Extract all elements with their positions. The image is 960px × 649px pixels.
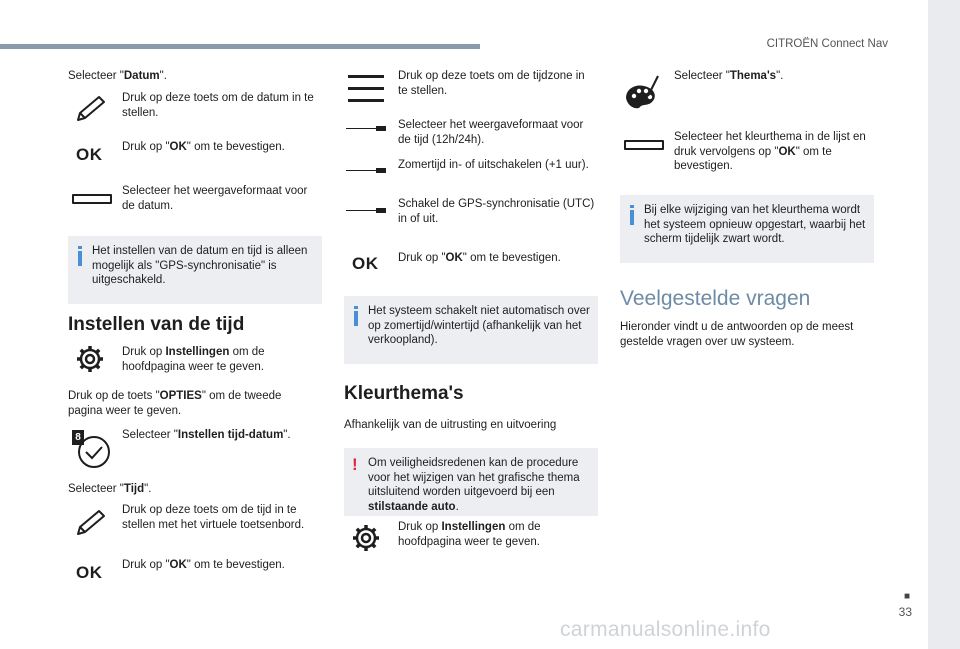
- select-time-text: Selecteer "Tijd".: [68, 483, 152, 495]
- menu-icon[interactable]: [348, 73, 384, 105]
- pencil-icon[interactable]: [74, 508, 108, 538]
- settings-text: Druk op Instellingen om de hoofdpagina weer te geven.: [122, 346, 265, 373]
- heading-faq: Veelgestelde vragen: [620, 287, 811, 310]
- timezone-text: Druk op deze toets om de tijdzone in te stellen.: [398, 70, 585, 97]
- badge-8: 8: [72, 430, 84, 445]
- heading-theme: Kleurthema's: [344, 383, 464, 404]
- slider-line-icon[interactable]: [346, 128, 386, 129]
- pen-time-text: Druk op deze toets om de tijd in te stellen met het virtuele toetsenbord.: [122, 504, 305, 531]
- ok-confirm-text: Druk op "OK" om te bevestigen.: [122, 141, 285, 153]
- ok-confirm-text: Druk op "OK" om te bevestigen.: [122, 559, 285, 571]
- info-icon: [354, 306, 358, 326]
- gear-icon[interactable]: [76, 345, 104, 373]
- warning-note-text: Om veiligheidsredenen kan de procedure voor het wijzigen van het grafische thema uitsluitend worden uitgevoerd bij een stilstaande auto.: [368, 457, 580, 513]
- pencil-icon[interactable]: [74, 94, 108, 124]
- rectangle-button-icon[interactable]: [72, 194, 112, 204]
- heading-time: Instellen van de tijd: [68, 314, 245, 335]
- options-text: Druk op de toets "OPTIES" om de tweede pagina weer te geven.: [68, 390, 282, 417]
- faq-intro-text: Hieronder vindt u de antwoorden op de meest gestelde vragen over uw systeem.: [620, 321, 854, 348]
- select-time-date-text: Selecteer "Instellen tijd-datum".: [122, 429, 291, 441]
- dst-text: Zomertijd in- of uitschakelen (+1 uur).: [398, 159, 589, 171]
- select-themes-text: Selecteer "Thema's".: [674, 70, 784, 82]
- info-note: [68, 236, 322, 304]
- settings-text: Druk op Instellingen om de hoofdpagina weer te geven.: [398, 521, 541, 548]
- ok-icon[interactable]: OK: [76, 145, 103, 164]
- theme-intro-text: Afhankelijk van de uitrusting en uitvoering: [344, 419, 557, 431]
- rectangle-button-icon[interactable]: [624, 140, 664, 150]
- ok-icon[interactable]: OK: [352, 254, 379, 273]
- watermark: carmanualsonline.info: [560, 618, 771, 641]
- theme-list-text: Selecteer het kleurthema in de lijst en druk vervolgens op "OK" om te bevestigen.: [674, 131, 866, 172]
- info-note-text: Bij elke wijziging van het kleurthema wordt het systeem opnieuw opgestart, waarbij het scherm tijdelijk zwart wordt.: [644, 204, 866, 245]
- footer-dot: ■: [903, 591, 910, 602]
- gps-text: Schakel de GPS-synchronisatie (UTC) in of uit.: [398, 198, 595, 225]
- ok-confirm-text: Druk op "OK" om te bevestigen.: [398, 252, 561, 264]
- info-icon: [630, 205, 634, 225]
- ok-icon[interactable]: OK: [76, 563, 103, 582]
- clock-settings-icon[interactable]: [72, 430, 112, 470]
- info-note: [620, 195, 874, 263]
- time-format-text: Selecteer het weergaveformaat voor de tijd (12h/24h).: [398, 119, 584, 146]
- date-format-text: Selecteer het weergaveformaat voor de datum.: [122, 185, 308, 212]
- warning-note: [344, 448, 598, 516]
- page-number: 33: [898, 605, 912, 619]
- info-note-text: Het instellen van de datum en tijd is alleen mogelijk als "GPS-synchronisatie" is uitgeschakeld.: [92, 245, 308, 286]
- header-label: CITROËN Connect Nav: [766, 38, 888, 50]
- palette-icon[interactable]: [622, 74, 662, 112]
- info-icon: [78, 246, 82, 266]
- info-note: [344, 296, 598, 364]
- gear-icon[interactable]: [352, 524, 380, 552]
- warning-icon: !: [352, 455, 358, 474]
- slider-line-icon[interactable]: [346, 210, 386, 211]
- header-bar: [0, 44, 480, 49]
- slider-line-icon[interactable]: [346, 170, 386, 171]
- info-note-text: Het systeem schakelt niet automatisch over op zomertijd/wintertijd (afhankelijk van het verkoopland).: [368, 305, 590, 346]
- pen-date-text: Druk op deze toets om de datum in te stellen.: [122, 92, 314, 119]
- select-date-text: Selecteer "Datum".: [68, 70, 167, 82]
- side-strip: [928, 0, 960, 649]
